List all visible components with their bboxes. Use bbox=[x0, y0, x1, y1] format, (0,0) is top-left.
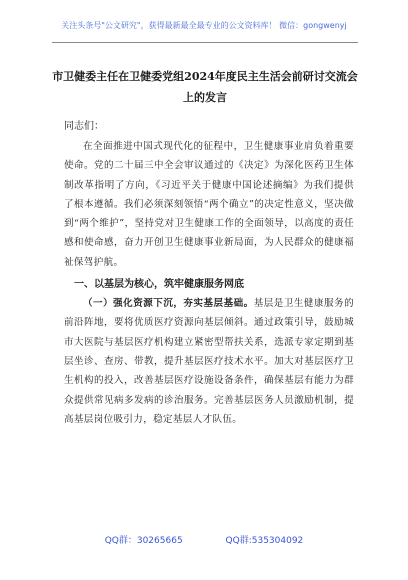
footer-qq-group-2: QQ群:535304092 bbox=[225, 536, 304, 546]
document-title: 市卫健委主任在卫健委党组2024年度民主生活会前研讨交流会上的发言 bbox=[52, 70, 358, 104]
footer-contact bbox=[0, 533, 408, 546]
footer-qq-group-1: QQ群：30265665 bbox=[104, 536, 183, 546]
intro-paragraph: 在全面推进中国式现代化的征程中，卫生健康事业肩负着重要使命。党的二十届三中全会审议通过的《决定》为深化医药卫生体制改革指明了方向，《习近平关于健康中国论述摘编》为我们提供了根本遵循。我们必须深刻领悟“两个确立”的决定性意义，坚决做到“两个维护”，坚持党对卫生健康工作的全面领导，以高度的责任感和使命感，奋力开创卫生健康事业新局面，为人民群众的健康福祉保驾护航。 bbox=[64, 141, 354, 268]
document-body bbox=[64, 137, 354, 429]
subsection-heading-1: （一）强化资源下沉，夯实基层基础。 bbox=[83, 298, 254, 310]
header-promo-note: 关注头条号"公文研究"，获得最新最全最专业的公文资料库！ 微信：gongwenyj bbox=[61, 21, 347, 30]
header-divider bbox=[52, 42, 358, 43]
subsection-paragraph-1 bbox=[64, 294, 354, 429]
section-heading-1: 一、以基层为核心，筑牢健康服务网底 bbox=[74, 279, 244, 291]
salutation: 同志们： bbox=[64, 121, 104, 132]
subsection-text-1: 基层是卫生健康服务的前沿阵地，要将优质医疗资源向基层倾斜。通过政策引导，鼓励城市大医院与基层医疗机构建立紧密型帮扶关系，选派专家定期到基层坐诊、查房、带教，提升基层医疗技术水平。加大对基层医疗卫生机构的投入，改善基层医疗设施设备条件，确保基层有能力为群众提供常见病多发病的诊治服务。完善基层医务人员激励机制，提高基层岗位吸引力，稳定基层人才队伍。 bbox=[64, 298, 354, 425]
